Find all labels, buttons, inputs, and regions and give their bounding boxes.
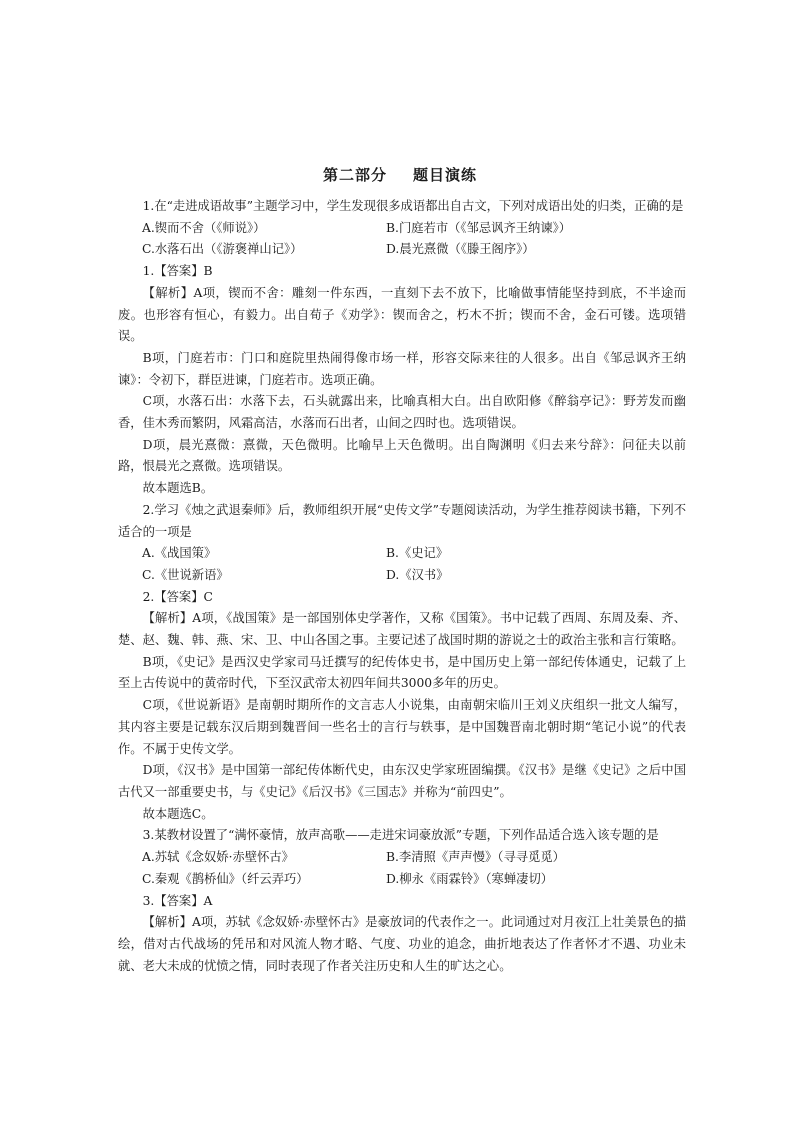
q3-answer: 3.【答案】A [142,893,213,908]
q2-option-d: D.《汉书》 [386,567,449,582]
q3-stem: 3.某教材设置了“满怀豪情，放声高歌——走进宋词豪放派”专题，下列作品适合选入该专题的是 [142,828,659,843]
section-title [0,164,800,185]
q1-options-row-2 [118,239,686,261]
q1-analysis-c: C项，水落石出：水落下去，石头就露出来，比喻真相大白。出自欧阳修《醉翁亭记》：野芳发而幽香，佳木秀而繁阴，风霜高洁，水落而石出者，山间之四时也。选项错误。 [118,394,686,431]
q2-option-c: C.《世说新语》 [142,567,229,582]
q2-option-a: A.《战国策》 [142,546,217,561]
q3-option-d: D.柳永《雨霖铃》（寒蝉凄切） [386,871,554,886]
q2-options-row-1 [118,543,686,565]
q2-analysis-c: C项，《世说新语》是南朝时期所作的文言志人小说集，由南朝宋临川王刘义庆组织一批文人编写，其内容主要是记载东汉后期到魏晋间一些名士的言行与轶事，是中国魏晋南北朝时期“笔记小说”的代表作。不属于史传文学。 [118,698,686,756]
q3-options-row-1 [118,847,686,869]
q3-option-b: B.李清照《声声慢》（寻寻觅觅） [386,850,565,865]
q1-analysis-d: D项，晨光熹微：熹微，天色微明。比喻早上天色微明。出自陶渊明《归去来兮辞》：问征夫以前路，恨晨光之熹微。选项错误。 [118,437,686,474]
section-title-topic: 题目演练 [413,166,478,184]
q1-options-row-1 [118,218,686,240]
q2-options-row-2 [118,565,686,587]
q1-option-a: A.锲而不舍（《师说》） [142,220,266,235]
q3-option-a: A.苏轼《念奴娇·赤壁怀古》 [142,850,294,865]
document-body [118,196,686,977]
q2-conclusion: 故本题选C。 [142,806,214,821]
q1-option-b: B.门庭若市（《邹忌讽齐王纳谏》） [386,220,572,235]
q2-analysis-b: B项，《史记》是西汉史学家司马迁撰写的纪传体史书，是中国历史上第一部纪传体通史，记载了上至上古传说中的黄帝时代，下至汉武帝太初四年间共3000多年的历史。 [118,654,686,691]
q3-option-c: C.秦观《鹊桥仙》（纤云弄巧） [142,871,309,886]
q2-analysis-a: 【解析】A项，《战国策》是一部国别体史学著作，又称《国策》。书中记载了西周、东周及秦、齐、楚、赵、魏、韩、燕、宋、卫、中山各国之事。主要记述了战国时期的游说之士的政治主张和言行策略。 [118,611,686,648]
q1-option-c: C.水落石出（《游褒禅山记》） [142,242,303,257]
q2-option-b: B.《史记》 [386,546,449,561]
q1-conclusion: 故本题选B。 [142,481,214,496]
q2-analysis-d: D项，《汉书》是中国第一部纪传体断代史，由东汉史学家班固编撰。《汉书》是继《史记》之后中国古代又一部重要史书，与《史记》《后汉书》《三国志》并称为“前四史”。 [118,763,686,799]
q2-stem: 2.学习《烛之武退秦师》后，教师组织开展“史传文学”专题阅读活动，为学生推荐阅读书籍，下列不适合的一项是 [118,502,686,539]
section-title-part: 第二部分 [322,166,387,184]
q1-analysis-b: B项，门庭若市：门口和庭院里热闹得像市场一样，形容交际来往的人很多。出自《邹忌讽齐王纳谏》：令初下，群臣进谏，门庭若市。选项正确。 [118,350,686,387]
q3-analysis-a: 【解析】A项，苏轼《念奴娇·赤壁怀古》是豪放词的代表作之一。此词通过对月夜江上壮美景色的描绘，借对古代战场的凭吊和对风流人物才略、气度、功业的追念，曲折地表达了作者怀才不遇、功业未就、老大未成的忧愤之情，同时表现了作者关注历史和人生的旷达之心。 [118,915,686,973]
q1-analysis-a: 【解析】A项，锲而不舍：雕刻一件东西，一直刻下去不放下，比喻做事情能坚持到底，不半途而废。也形容有恒心，有毅力。出自荀子《劝学》：锲而舍之，朽木不折；锲而不舍，金石可镂。选项错误。 [118,285,686,344]
q3-options-row-2 [118,869,686,891]
q1-answer: 1.【答案】B [142,264,213,279]
q1-option-d: D.晨光熹微（《滕王阁序》） [386,242,535,257]
q1-stem: 1.在“走进成语故事”主题学习中，学生发现很多成语都出自古文，下列对成语出处的归类，正确的是 [142,199,684,213]
q2-answer: 2.【答案】C [142,589,213,604]
